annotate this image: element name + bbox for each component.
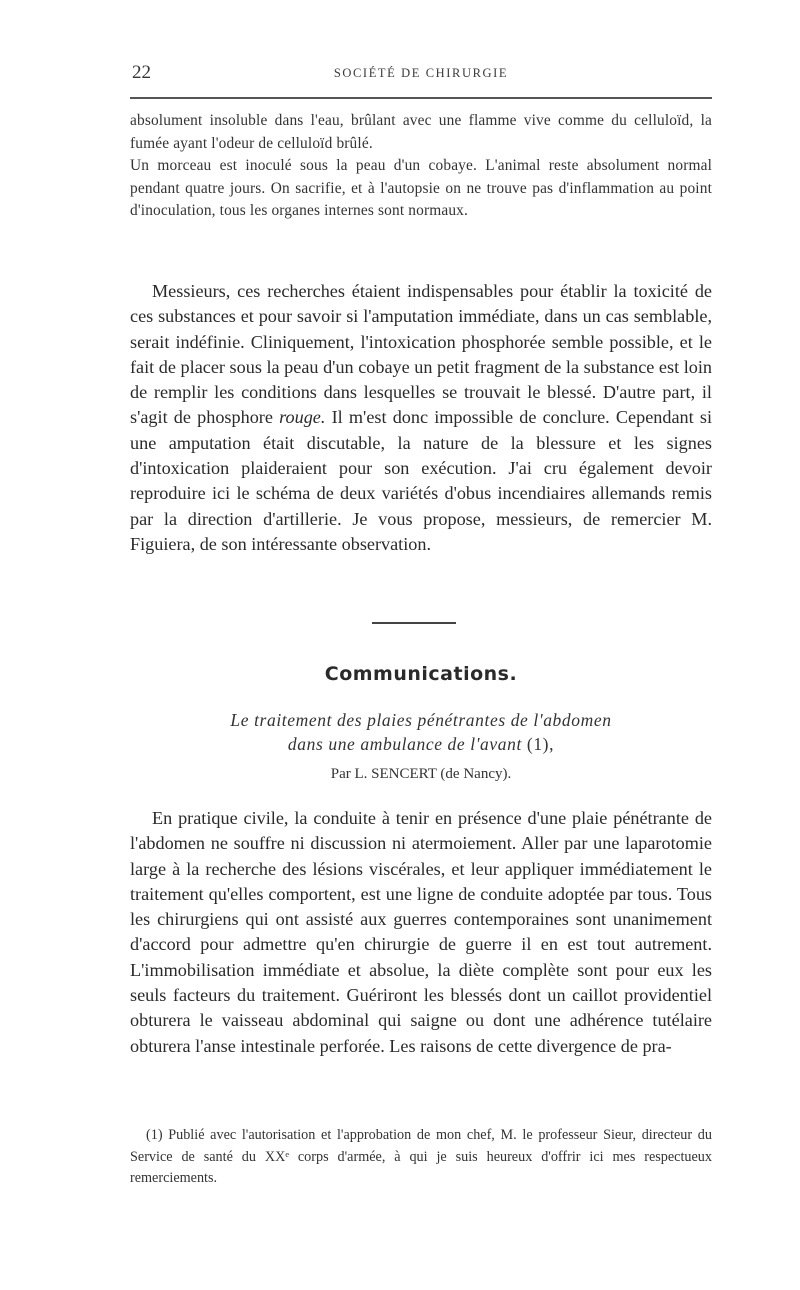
experiment-paragraph-1: absolument insoluble dans l'eau, brûlant avec une flamme vive comme du celluloïd, la fumée ayant l'odeur de celluloïd brûlé. [130,112,712,152]
article-footnote-ref: (1), [526,734,555,754]
experiment-paragraph-2: Un morceau est inoculé sous la peau d'un cobaye. L'animal reste absolument normal pendant quatre jours. On sacrifie, et à l'autopsie on ne trouve pas d'inflammation au point d'inoculation, tous les organes internes sont normaux. [130,157,712,219]
experiment-notes [130,110,712,223]
article-title-line-1: Le traitement des plaies pénétrantes de l'abdomen [230,710,612,730]
discussion-text: Messieurs, ces recherches étaient indispensables pour établir la toxicité de ces substances et pour savoir si l'amputation immédiate, dans un cas semblable, serait indéfinie. Cliniquement, l'intoxication phosphorée semble possible, et le fait de placer sous la peau d'un cobaye un petit fragment de la substance est loin de remplir les conditions dans lesquelles se trouvait le blessé. D'autre part, il s'agit de phosphore [130,281,712,428]
article-byline: Par L. SENCERT (de Nancy). [330,766,512,782]
discussion-text-end: Il m'est donc impossible de conclure. Cependant si une amputation était discutable, la nature de la blessure et les signes d'intoxication plaideraient pour son exécution. J'ai cru également devoir reproduire ici le schéma de deux variétés d'obus incendiaires allemands remis par la direction d'artillerie. Je vous propose, messieurs, de remercier M. Figuiera, de son intéressante observation. [130,407,712,554]
page-number: 22 [132,62,151,83]
discussion-paragraph [130,279,712,557]
running-head [130,62,712,84]
header-rule [130,97,712,99]
section-heading: Communications. [324,663,518,685]
footnote [130,1125,712,1190]
article-title-text: dans une ambulance de l'avant [287,734,522,754]
article-title-line-2 [130,734,712,755]
discussion-italic: rouge. [279,407,326,428]
article-paragraph: En pratique civile, la conduite à tenir en présence d'une plaie pénétrante de l'abdomen ne souffre ni discussion ni atermoiement. Aller par une laparotomie large à la recherche des lésions viscérales, et leur appliquer immédiatement le traitement qu'elles comportent, est une ligne de conduite adoptée par tous. Tous les chirurgiens qui ont assisté aux guerres contemporaines sont unanimement d'accord pour admettre qu'en chirurgie de guerre il en est tout autrement. L'immobilisation immédiate et absolue, la diète complète sont pour eux les seuls facteurs du traitement. Guériront les blessés dont un caillot providentiel obturera le vaisseau abdominal qui saigne ou dont une adhérence tutélaire obturera l'anse intestinale perforée. Les raisons de cette divergence de pra- [130,808,712,1056]
running-title: SOCIÉTÉ DE CHIRURGIE [333,66,509,80]
article-body [130,806,712,1059]
discussion-block [130,279,712,557]
footnote-text: (1) Publié avec l'autorisation et l'approbation de mon chef, M. le professeur Sieur, directeur du Service de santé du XXᵉ corps d'armée, à qui je suis heureux d'offrir ici mes respectueux remerciements. [130,1127,712,1186]
section-divider [372,622,456,624]
